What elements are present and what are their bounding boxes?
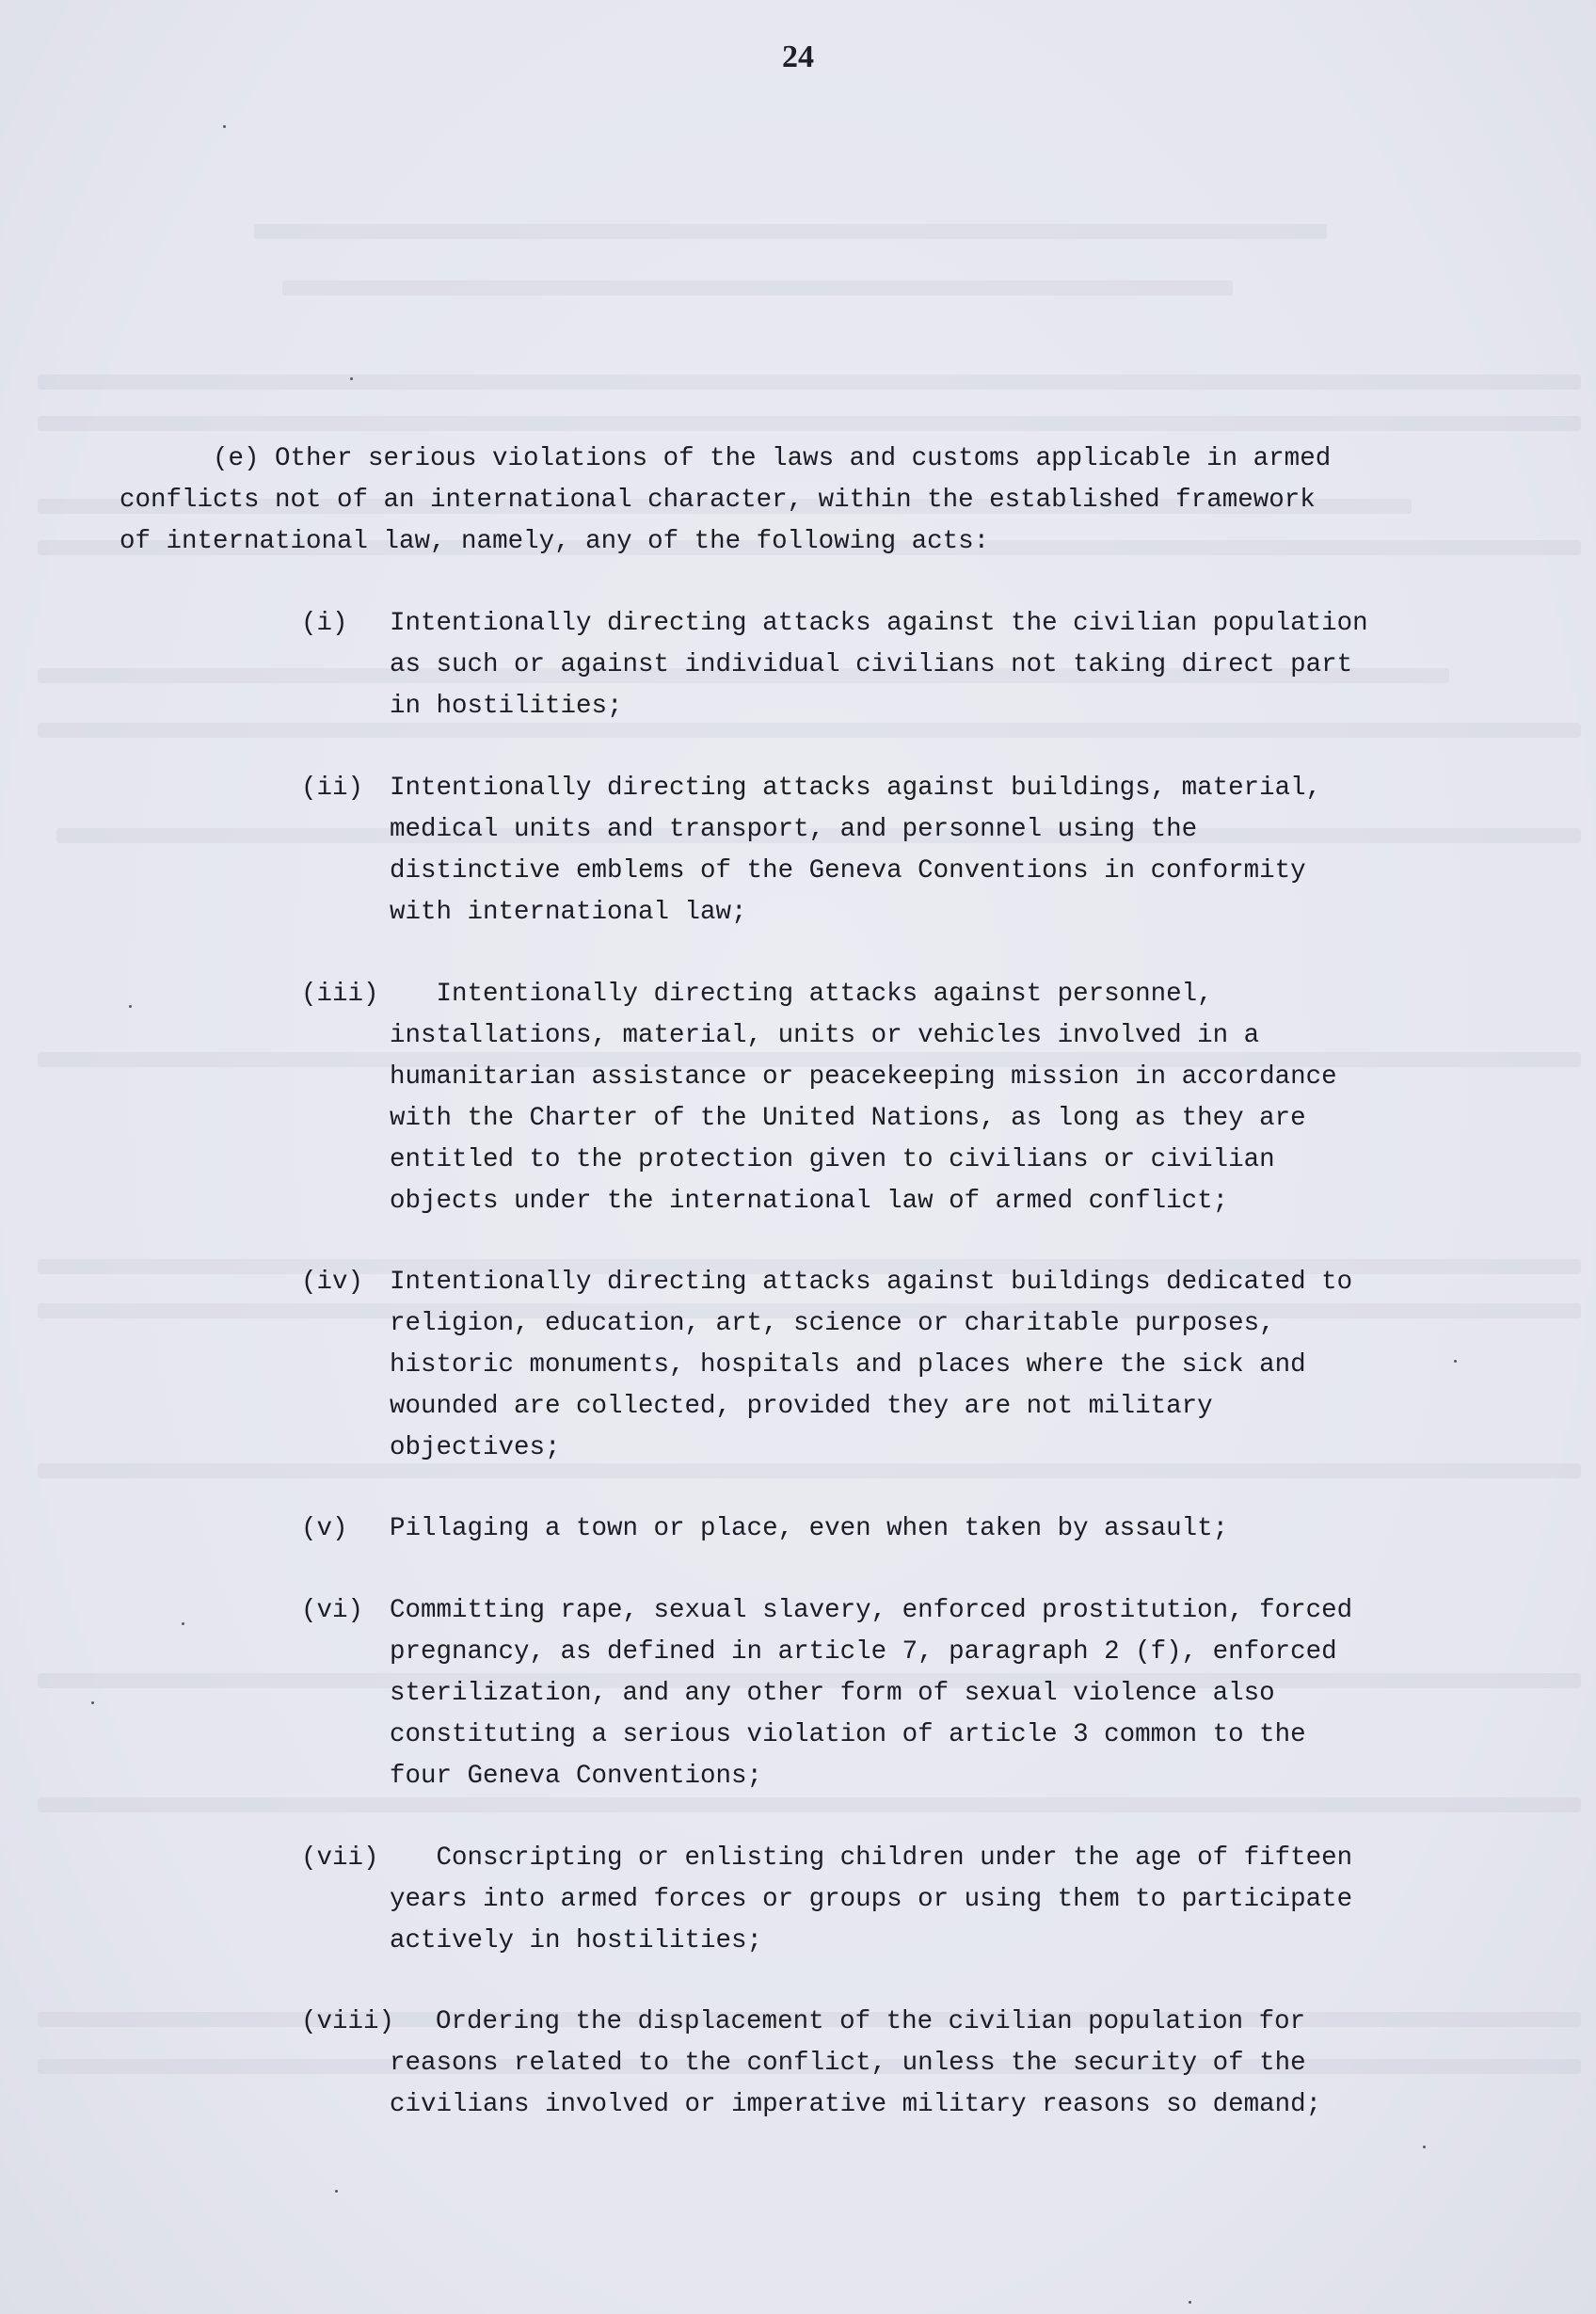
item-line: objectives; bbox=[390, 1433, 561, 1462]
page-number: 24 bbox=[782, 40, 814, 74]
scan-speck bbox=[350, 377, 353, 380]
item-line: actively in hostilities; bbox=[390, 1926, 763, 1955]
item-line: installations, material, units or vehicles involved in a bbox=[390, 1021, 1260, 1050]
paragraph-e-line: conflicts not of an international character, within the established framework bbox=[120, 486, 1316, 515]
item-line: objects under the international law of armed conflict; bbox=[390, 1187, 1229, 1216]
item-line: wounded are collected, provided they are not military bbox=[390, 1392, 1213, 1421]
item-line: with international law; bbox=[390, 898, 747, 927]
scan-speck bbox=[1454, 1360, 1457, 1363]
scan-speck bbox=[1423, 2146, 1426, 2148]
item-marker: (vii) bbox=[301, 1843, 379, 1873]
scan-speck bbox=[182, 1622, 184, 1625]
item-line: distinctive emblems of the Geneva Conventions in conformity bbox=[390, 856, 1306, 886]
item-line: humanitarian assistance or peacekeeping mission in accordance bbox=[390, 1062, 1337, 1092]
scan-speck bbox=[1189, 2301, 1191, 2304]
item-line: reasons related to the conflict, unless the security of the bbox=[390, 2049, 1306, 2078]
scan-speck bbox=[91, 1701, 94, 1704]
item-line: four Geneva Conventions; bbox=[390, 1762, 763, 1791]
item-line: sterilization, and any other form of sexual violence also bbox=[390, 1679, 1275, 1708]
item-marker: (ii) bbox=[301, 774, 364, 803]
item-line: medical units and transport, and personnel using the bbox=[390, 815, 1198, 844]
item-line: Conscripting or enlisting children under the age of fifteen bbox=[390, 1843, 1353, 1873]
scan-speck bbox=[129, 1005, 132, 1008]
item-line: historic monuments, hospitals and places where the sick and bbox=[390, 1350, 1306, 1380]
item-line: entitled to the protection given to civilians or civilian bbox=[390, 1145, 1275, 1174]
item-line: constituting a serious violation of article 3 common to the bbox=[390, 1720, 1306, 1749]
item-marker: (v) bbox=[301, 1514, 348, 1543]
item-line: years into armed forces or groups or using them to participate bbox=[390, 1885, 1353, 1914]
scan-speck bbox=[335, 2190, 338, 2193]
item-line: as such or against individual civilians not taking direct part bbox=[390, 650, 1353, 679]
item-line: pregnancy, as defined in article 7, paragraph 2 (f), enforced bbox=[390, 1637, 1337, 1667]
item-marker: (iii) bbox=[301, 980, 379, 1009]
item-line: religion, education, art, science or charitable purposes, bbox=[390, 1309, 1275, 1338]
item-marker: (i) bbox=[301, 609, 348, 638]
item-line: in hostilities; bbox=[390, 692, 623, 721]
item-line: Intentionally directing attacks against personnel, bbox=[390, 980, 1213, 1009]
item-line: Pillaging a town or place, even when taken by assault; bbox=[390, 1514, 1229, 1543]
item-marker: (vi) bbox=[301, 1596, 364, 1625]
scan-speck bbox=[223, 125, 226, 128]
item-line: Intentionally directing attacks against the civilian population bbox=[390, 609, 1368, 638]
item-line: Intentionally directing attacks against buildings dedicated to bbox=[390, 1268, 1353, 1297]
item-line: Intentionally directing attacks against buildings, material, bbox=[390, 774, 1322, 803]
item-line: civilians involved or imperative military reasons so demand; bbox=[390, 2090, 1322, 2119]
item-marker: (iv) bbox=[301, 1268, 364, 1297]
item-line: Committing rape, sexual slavery, enforced prostitution, forced bbox=[390, 1596, 1353, 1625]
paragraph-e-line: of international law, namely, any of the following acts: bbox=[120, 527, 990, 556]
item-line: with the Charter of the United Nations, as long as they are bbox=[390, 1104, 1306, 1133]
item-marker: (viii) bbox=[301, 2007, 395, 2036]
paragraph-e-line: (e) Other serious violations of the laws and customs applicable in armed bbox=[213, 444, 1332, 473]
item-line: Ordering the displacement of the civilian population for bbox=[405, 2007, 1306, 2036]
